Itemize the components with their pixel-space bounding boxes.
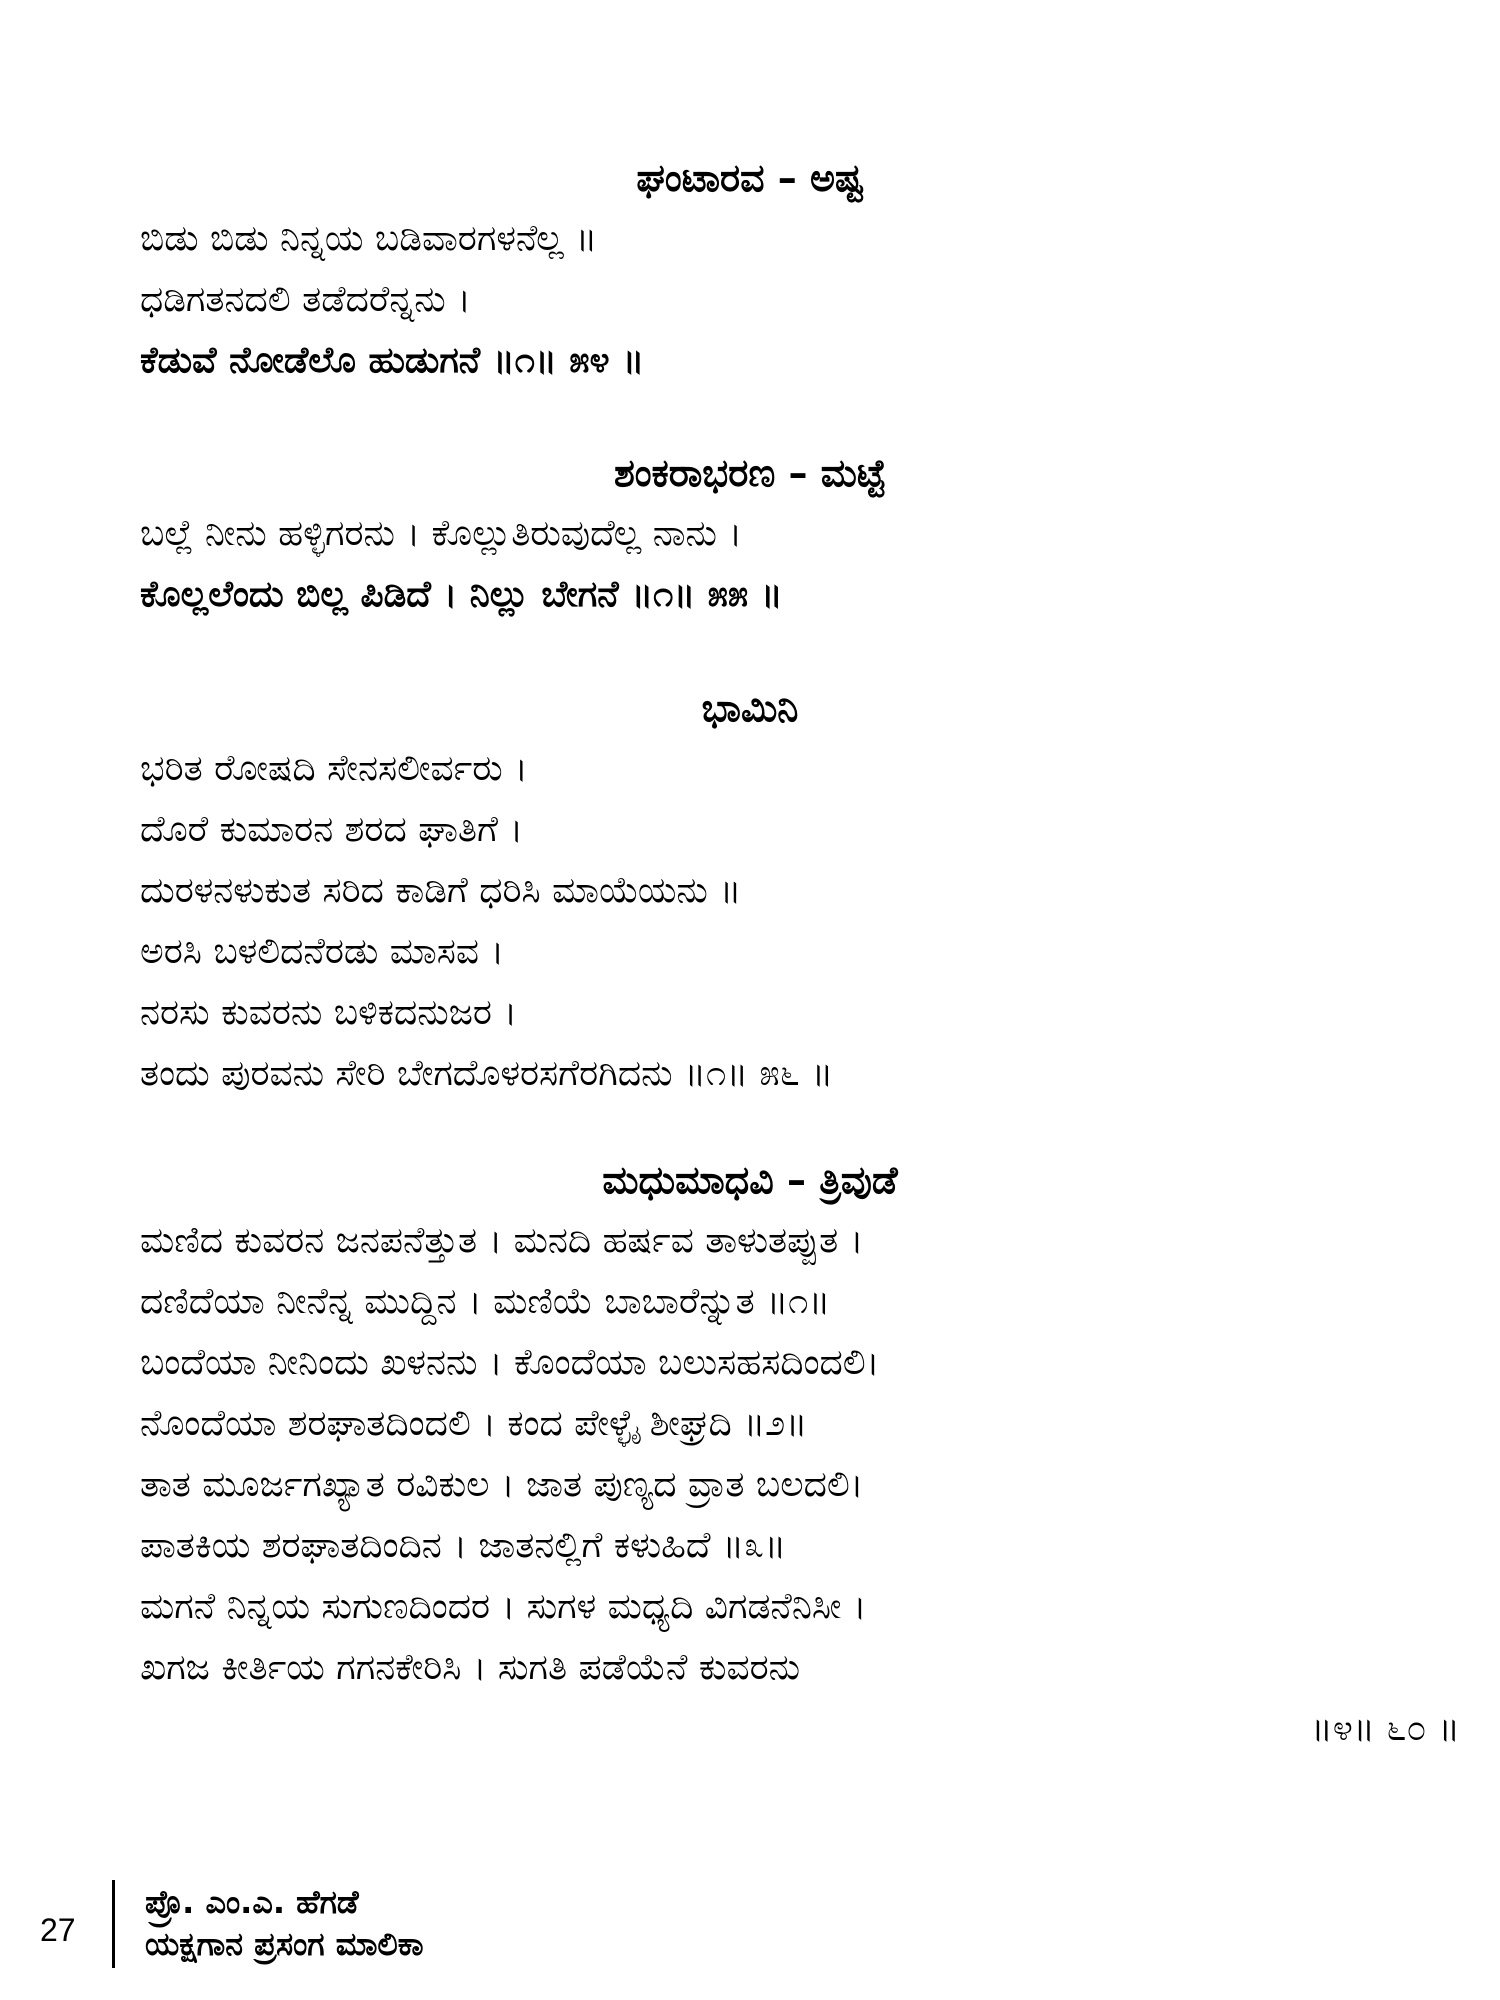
footer-divider xyxy=(112,1880,115,1968)
verse-line: ಅರಸಿ ಬಳಲಿದನೆರಡು ಮಾಸವ । xyxy=(140,931,505,972)
section-heading: ಭಾಮಿನಿ xyxy=(701,686,799,730)
verse-line: ತಾತ ಮೂರ್ಜಗಖ್ಯಾತ ರವಿಕುಲ । ಜಾತ ಪುಣ್ಯದ ವ್ರಾತ ಬಲದಲಿ। xyxy=(140,1464,864,1505)
verse-line: ಪಾತಕಿಯ ಶರಘಾತದಿಂದಿನ । ಜಾತನಲ್ಲಿಗೆ ಕಳುಹಿದೆ ॥೩॥ xyxy=(140,1525,787,1566)
verse-line: ಮಣಿದ ಕುವರನ ಜನಪನೆತ್ತುತ । ಮನದಿ ಹರ್ಷವ ತಾಳುತಪ್ಪುತ । xyxy=(140,1220,864,1261)
verse-line-tail: ॥೪॥ ೬೦ ॥ xyxy=(1310,1708,1460,1749)
verse-section-ghantarava xyxy=(0,148,1500,391)
verse-line: ಭರಿತ ರೋಷದಿ ಸೇನಸಲೀರ್ವರು । xyxy=(140,748,528,789)
verse-line: ಬಿಡು ಬಿಡು ನಿನ್ನಯ ಬಡಿವಾರಗಳನೆಲ್ಲ ॥ xyxy=(140,218,598,259)
page-footer xyxy=(40,1880,940,1970)
section-heading: ಶಂಕರಾಭರಣ – ಮಟ್ಟೆ xyxy=(613,451,886,495)
verse-line: ಕೊಲ್ಲಲೆಂದು ಬಿಲ್ಲ ಪಿಡಿದೆ । ನಿಲ್ಲು ಬೇಗನೆ ॥೧॥ ೫೫ ॥ xyxy=(140,574,783,615)
footer-book-title: ಯಕ್ಷಗಾನ ಪ್ರಸಂಗ ಮಾಲಿಕಾ xyxy=(145,1925,424,1963)
verse-line: ನರಸು ಕುವರನು ಬಳಿಕದನುಜರ । xyxy=(140,992,518,1033)
verse-line: ದೊರೆ ಕುಮಾರನ ಶರದ ಘಾತಿಗೆ । xyxy=(140,809,524,850)
verse-line: ಕೆಡುವೆ ನೋಡೆಲೊ ಹುಡುಗನೆ ॥೧॥ ೫೪ ॥ xyxy=(140,340,645,381)
footer-author: ಪ್ರೊ. ಎಂ.ಎ. ಹೆಗಡೆ xyxy=(145,1883,359,1921)
verse-line: ಧಡಿಗತನದಲಿ ತಡೆದರೆನ್ನನು । xyxy=(140,279,471,320)
verse-line: ಖಗಜ ಕೀರ್ತಿಯ ಗಗನಕೇರಿಸಿ । ಸುಗತಿ ಪಡೆಯೆನೆ ಕುವರನು xyxy=(140,1647,801,1688)
verse-section-bhamini xyxy=(0,678,1500,1104)
verse-line: ದಣಿದೆಯಾ ನೀನೆನ್ನ ಮುದ್ದಿನ । ಮಣಿಯೆ ಬಾಬಾರೆನ್ನುತ ॥೧॥ xyxy=(140,1281,831,1322)
verse-line: ಮಗನೆ ನಿನ್ನಯ ಸುಗುಣದಿಂದರ । ಸುಗಳ ಮಧ್ಯದಿ ವಿಗಡನೆನಿಸೀ । xyxy=(140,1586,867,1627)
verse-section-shankarabharana xyxy=(0,443,1500,625)
verse-section-madhumadhavi xyxy=(0,1150,1500,1759)
verse-line: ನೊಂದೆಯಾ ಶರಘಾತದಿಂದಲಿ । ಕಂದ ಪೇಳ್ಳೈ ಶೀಘ್ರದಿ ॥೨॥ xyxy=(140,1403,808,1444)
section-heading: ಘಂಟಾರವ – ಅಷ್ಟ xyxy=(636,156,864,200)
section-heading: ಮಧುಮಾಧವಿ – ತ್ರಿವುಡೆ xyxy=(602,1158,898,1202)
verse-line: ಬಲ್ಲೆ ನೀನು ಹಳ್ಳಿಗರನು । ಕೊಲ್ಲುತಿರುವುದೆಲ್ಲ ನಾನು । xyxy=(140,513,743,554)
verse-line: ದುರಳನಳುಕುತ ಸರಿದ ಕಾಡಿಗೆ ಧರಿಸಿ ಮಾಯೆಯನು ॥ xyxy=(140,870,742,911)
verse-line: ಬಂದೆಯಾ ನೀನಿಂದು ಖಳನನು । ಕೊಂದೆಯಾ ಬಲುಸಹಸದಿಂದಲಿ। xyxy=(140,1342,880,1383)
verse-line: ತಂದು ಪುರವನು ಸೇರಿ ಬೇಗದೊಳರಸಗೆರಗಿದನು ॥೧॥ ೫೬ ॥ xyxy=(140,1053,834,1094)
page-number: 27 xyxy=(40,1912,76,1948)
